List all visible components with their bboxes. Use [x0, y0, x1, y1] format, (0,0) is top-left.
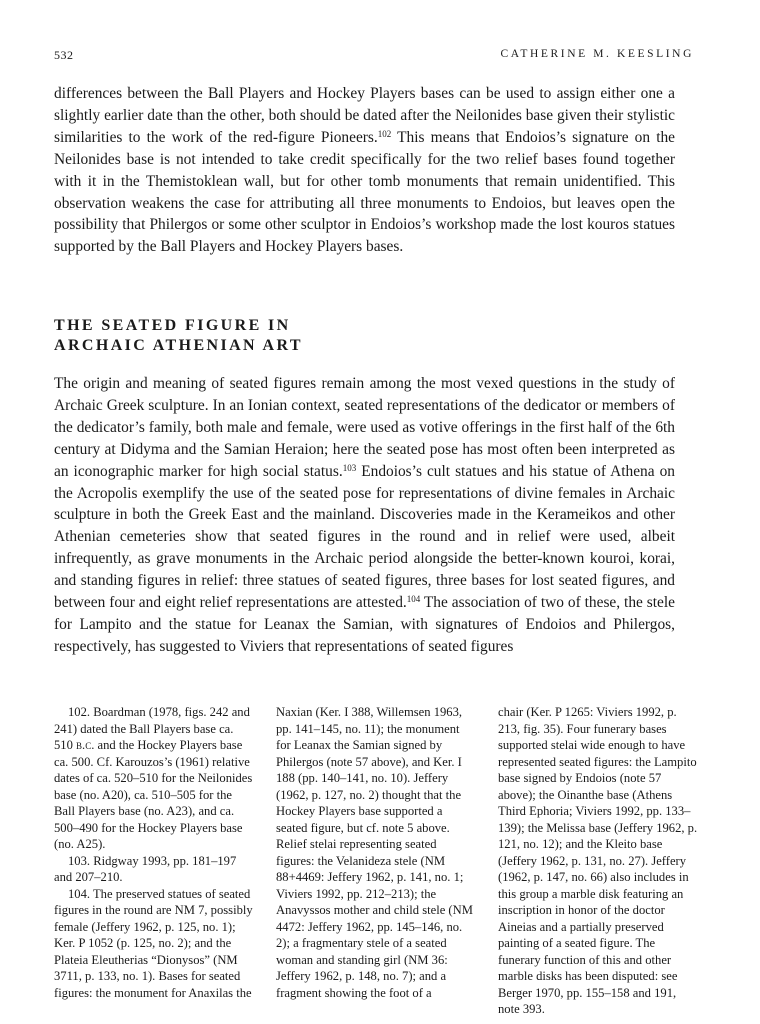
section-paragraph [54, 373, 675, 658]
section-text-3: The association of two of these, the stele for Lampito and the statue for Leanax the Samian, with signatures of Endoios and Philergos, respectively, has suggested to Viviers that representations of seated figures [54, 594, 675, 655]
footnote-column-1 [54, 704, 254, 1001]
footnote-102-text-b: and the Hockey Players base ca. 500. Cf. Karouzos’s (1961) relative dates of ca. 520–510 for the Neilonides base (no. A20), ca. 510–505 for the Ball Players base (no. A23), and ca. 500–490 for the Hockey Players base (no. A25). [54, 738, 253, 851]
footnote-102 [54, 704, 254, 853]
intro-text-1: differences between the Ball Players and Hockey Players bases can be used to assign either one a slightly earlier date than the other, both should be dated after the Neilonides base given their stylistic similarities to the work of the red-figure Pioneers. [54, 85, 675, 146]
footnote-104: 104. The preserved statues of seated figures in the round are NM 7, possibly female (Jeffery 1962, p. 125, no. 1); Ker. P 1052 (p. 125, no. 2); and the Plateia Eleutherias “Dionysos” (NM 3711, p. 133, no. 1). Bases for seated figures: the monument for Anaxilas the [54, 886, 253, 1000]
footnote-column-3 [498, 704, 698, 1018]
section-heading [54, 316, 303, 356]
intro-paragraph [54, 83, 675, 258]
section-heading-line-1: THE SEATED FIGURE IN [54, 317, 291, 334]
footnote-ref-102[interactable]: 102 [377, 128, 392, 139]
footnote-ref-103[interactable]: 103 [342, 462, 357, 473]
section-text-1: The origin and meaning of seated figures remain among the most vexed questions in the study of Archaic Greek sculpture. In an Ionian context, seated representations of the dedicator or members of the dedicator’s family, both male and female, were used as votive offerings in the first half of the 6th century at Didyma and the Samian Heraion; here the seated pose has most often been interpreted as an iconographic marker for high social status. [54, 375, 675, 480]
footnotes [54, 704, 706, 1016]
footnote-103: 103. Ridgway 1993, pp. 181–197 and 207–210. [54, 853, 237, 884]
footnote-102-era: b.c. [76, 738, 95, 752]
section-heading-line-2: ARCHAIC ATHENIAN ART [54, 337, 303, 354]
running-head: CATHERINE M. KEESLING [500, 48, 694, 60]
footnote-column-2 [276, 704, 476, 1001]
footnote-104-continued-2: chair (Ker. P 1265: Viviers 1992, p. 213, fig. 35). Four funerary bases supported stelai wide enough to have represented seated figures: the Lampito base signed by Endoios (note 57 above); the Oinanthe base (Athens Third Ephoria; Viviers 1992, pp. 133–139); the Melissa base (Jeffery 1962, p. 121, no. 12); and the Kleito base (Jeffery 1962, p. 131, no. 27). Jeffery (1962, p. 147, no. 66) also includes in this group a marble disk featuring an inscription in honor of the doctor Aineias and a partially preserved painting of a seated figure. The funerary function of this and other marble disks has been disputed: see Berger 1970, pp. 155–158 and 191, note 393. [498, 705, 698, 1016]
section-text-2: Endoios’s cult statues and his statue of Athena on the Acropolis exemplify the use of the seated pose for representations of divine females in Archaic sculpture in both the Greek East and the mainland. Discoveries made in the Kerameikos and other Athenian cemeteries show that seated figures in the round and in relief were used, albeit infrequently, as grave monuments in the Archaic period alongside the better-known kouroi, korai, and standing figures in relief: three statues of seated figures, three bases for lost seated figures, and between four and eight relief representations are attested. [54, 462, 675, 612]
footnote-102-text-a: 102. Boardman (1978, figs. 242 and 241) dated the Ball Players base ca. 510 [54, 705, 250, 752]
intro-text-2: This means that Endoios’s signature on the Neilonides base is not intended to take credit specifically for the two relief bases found together with it in the Themistoklean wall, but for other tomb monuments that remain unidentified. This observation weakens the case for attributing all three monuments to Endoios, but leaves open the possibility that Philergos or some other sculptor in Endoios’s workshop made the lost kouros statues supported by the Ball Players and Hockey Players bases. [54, 128, 675, 256]
footnote-ref-104[interactable]: 104 [406, 594, 421, 605]
page-number: 532 [54, 48, 74, 62]
page-header [54, 48, 706, 66]
footnote-104-continued: Naxian (Ker. I 388, Willemsen 1963, pp. 141–145, no. 11); the monument for Leanax the Samian signed by Philergos (note 57 above), and Ker. I 188 (pp. 140–141, no. 10). Jeffery (1962, p. 127, no. 2) thought that the Hockey Players base supported a seated figure, but cf. note 5 above. Relief stelai representing seated figures: the Velanideza stele (NM 88+4469: Jeffery 1962, p. 141, no. 1; Viviers 1992, pp. 212–213); the Anavyssos mother and child stele (NM 4472: Jeffery 1962, pp. 145–146, no. 2); a fragmentary stele of a seated woman and standing girl (NM 36: Jeffery 1962, p. 148, no. 7); and a fragment showing the foot of a [276, 705, 473, 1000]
